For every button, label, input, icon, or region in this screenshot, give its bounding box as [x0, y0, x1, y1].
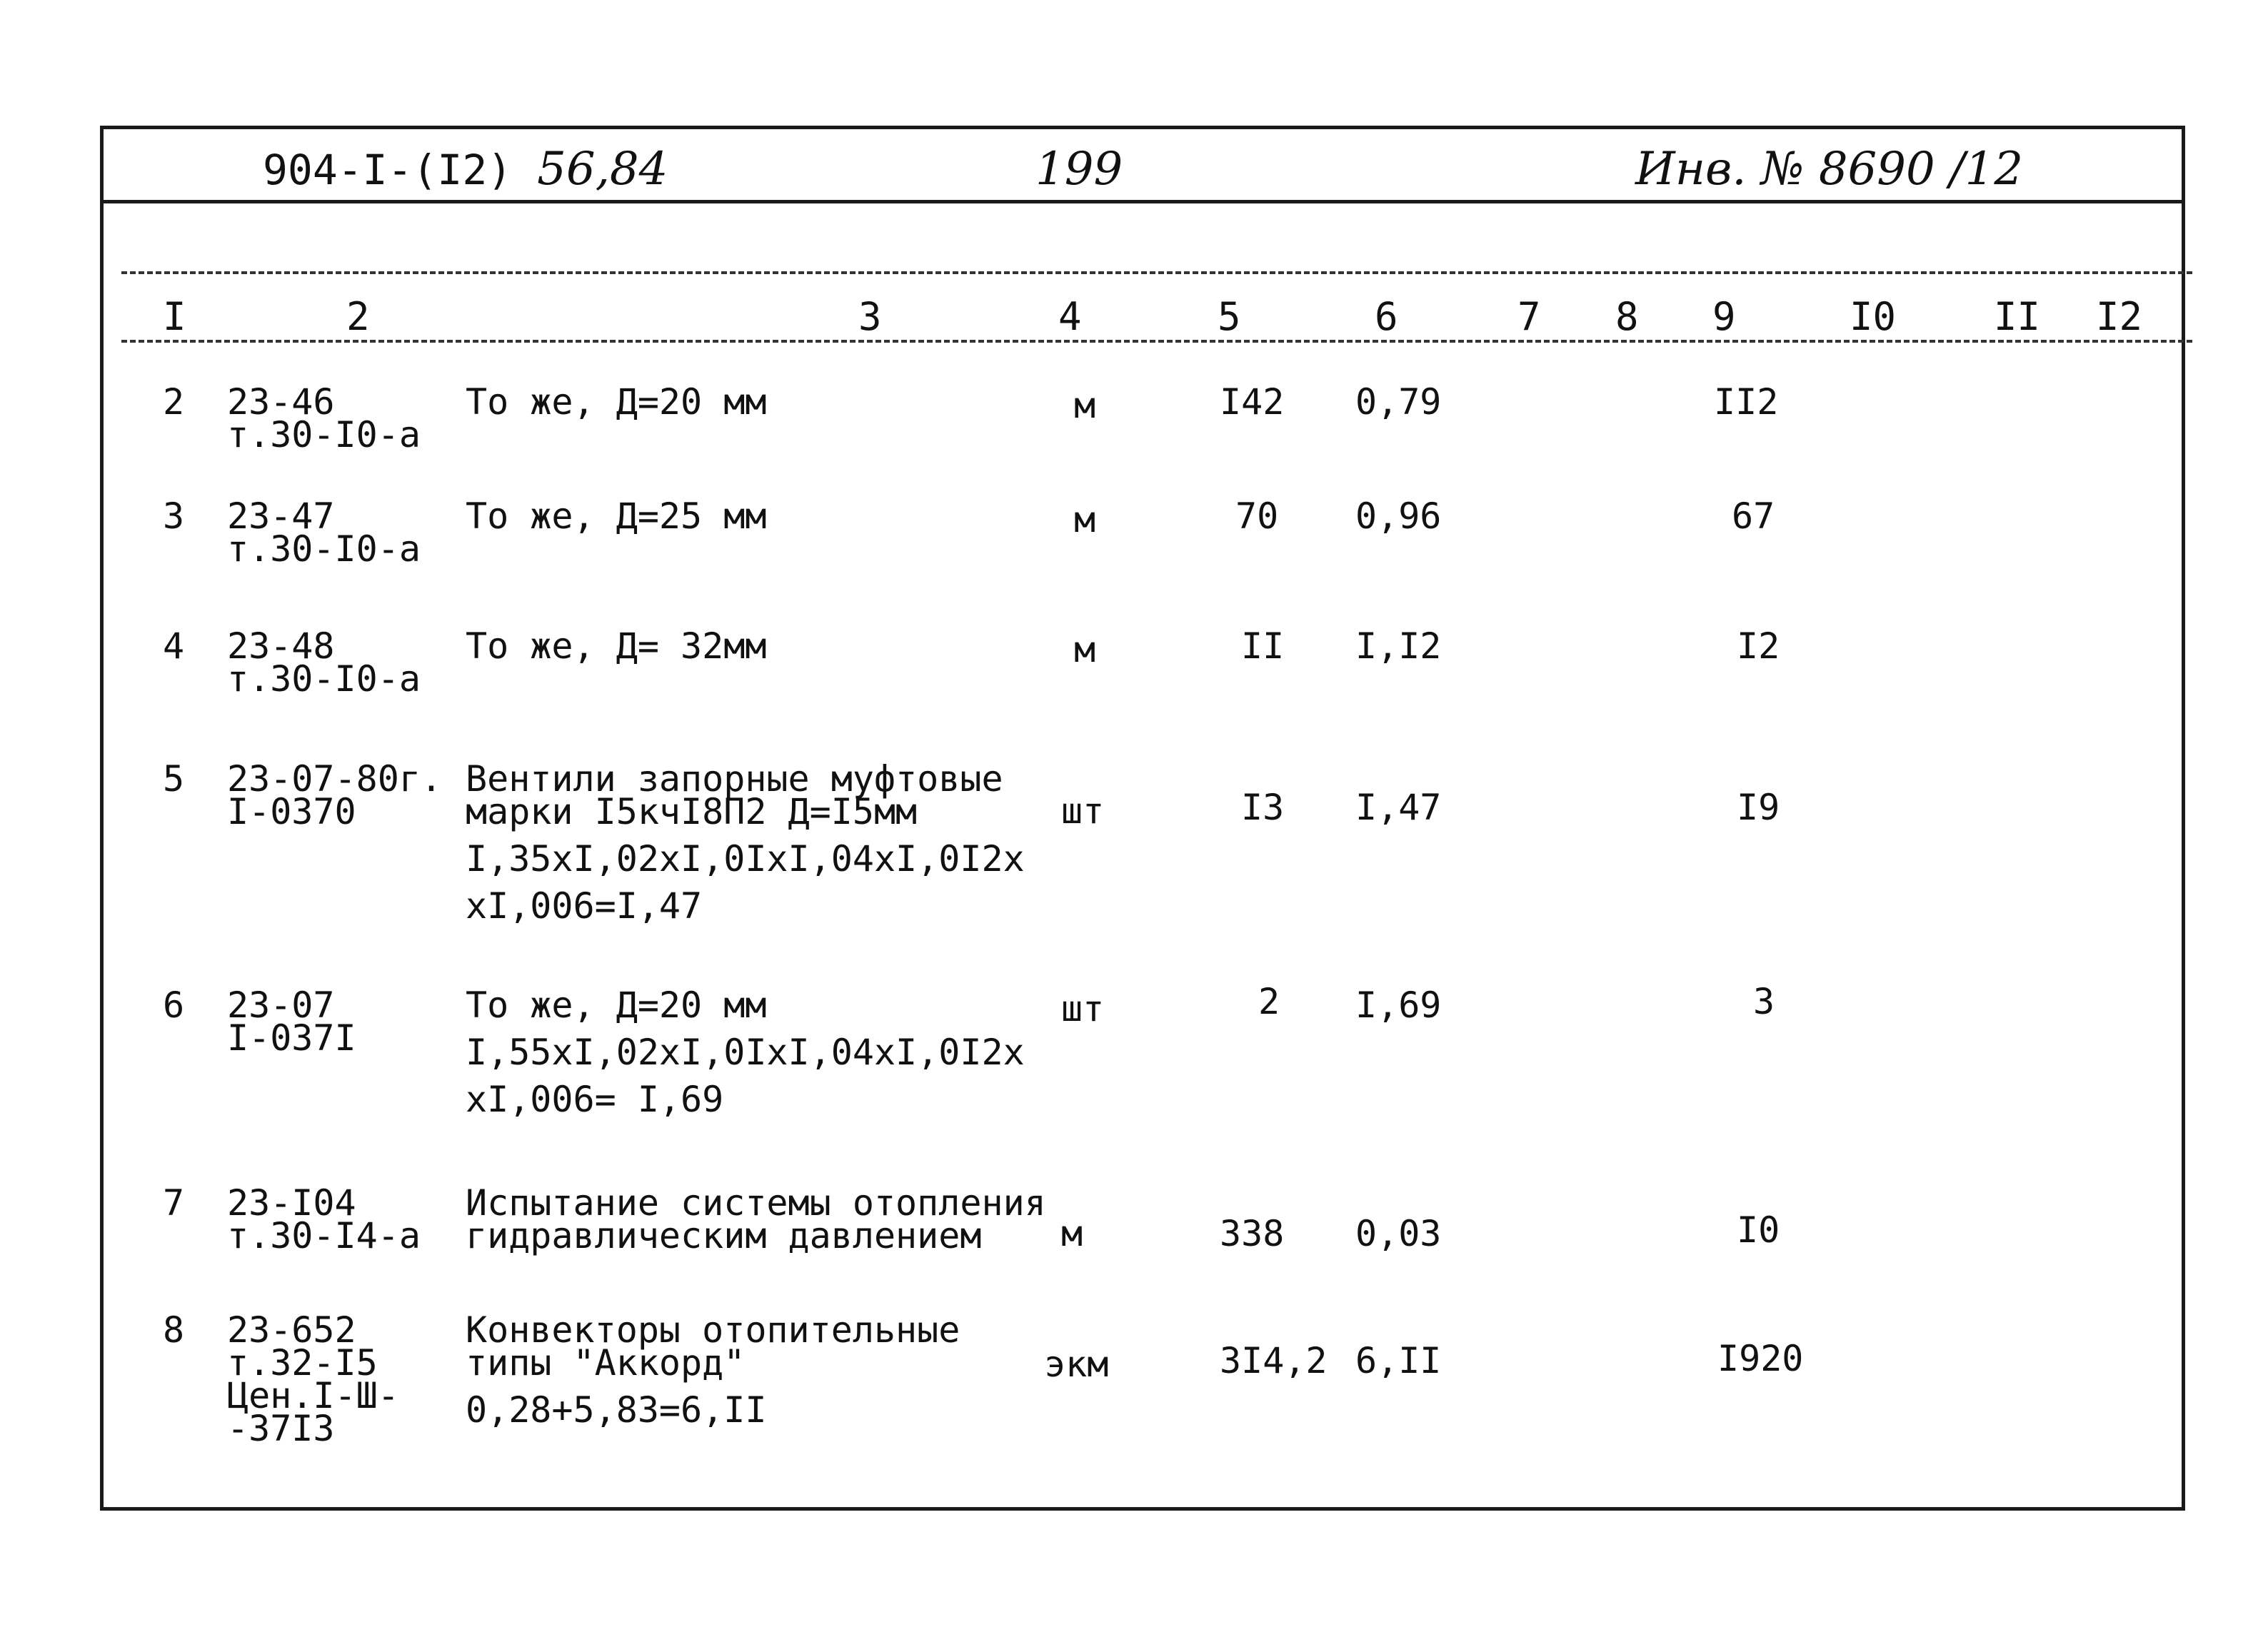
column-number-4: 4: [1058, 294, 1082, 339]
row-unit-price: I,69: [1355, 984, 1442, 1026]
row-total: I920: [1717, 1338, 1804, 1379]
column-number-9: 9: [1712, 294, 1736, 339]
row-quantity: 3I4,2: [1220, 1340, 1328, 1381]
column-number-11: II: [1994, 294, 2041, 339]
row-quantity: 70: [1235, 495, 1279, 537]
row-total: I9: [1737, 787, 1780, 828]
row-unit-price: 6,II: [1355, 1340, 1442, 1381]
row-description: То же, Д=20 мм: [466, 381, 767, 423]
row-quantity: 2: [1258, 981, 1280, 1022]
row-number: 7: [163, 1182, 185, 1224]
row-code: 23-I04 т.30-I4-а: [227, 1182, 421, 1256]
project-code-handwritten: 56,84: [537, 143, 668, 196]
row-unit: шт: [1061, 988, 1105, 1029]
row-code: 23-652 т.32-I5 Цен.I-Ш- -37I3: [227, 1309, 399, 1449]
row-unit: экм: [1044, 1344, 1109, 1385]
column-header-top-rule: [121, 271, 2192, 274]
header-divider: [100, 200, 2185, 203]
column-number-10: I0: [1850, 294, 1897, 339]
project-code: [263, 143, 668, 196]
row-unit: шт: [1061, 790, 1105, 832]
row-quantity: I3: [1241, 787, 1285, 828]
column-number-6: 6: [1375, 294, 1398, 339]
row-description: Вентили запорные муфтовые марки I5кчI8П2 Д=I5мм I,35xI,02xI,0IxI,04xI,0I2x xI,006=I,47: [466, 758, 1025, 927]
row-unit: м: [1074, 499, 1096, 540]
row-number: 4: [163, 625, 185, 667]
row-description: То же, Д=20 мм I,55xI,02xI,0IxI,04xI,0I2x xI,006= I,69: [466, 984, 1025, 1120]
row-number: 3: [163, 495, 185, 537]
row-description: Испытание системы отопления гидравлическим давлением: [466, 1182, 1046, 1256]
row-total: 67: [1732, 495, 1775, 537]
row-unit-price: I,47: [1355, 787, 1442, 828]
column-number-8: 8: [1615, 294, 1639, 339]
row-code: 23-48 т.30-I0-а: [227, 625, 421, 700]
row-code: 23-07 I-037I: [227, 984, 356, 1059]
row-quantity: II: [1241, 625, 1285, 667]
row-code: 23-47 т.30-I0-а: [227, 495, 421, 570]
inventory-number: Инв. № 8690 /12: [1635, 143, 2024, 196]
column-number-12: I2: [2096, 294, 2143, 339]
row-number: 6: [163, 984, 185, 1026]
row-quantity: I42: [1220, 381, 1285, 423]
row-unit-price: 0,96: [1355, 495, 1442, 537]
row-number: 8: [163, 1309, 185, 1351]
row-total: I2: [1737, 625, 1780, 667]
row-total: 3: [1753, 981, 1775, 1022]
column-number-1: I: [163, 294, 186, 339]
row-description: Конвекторы отопительные типы "Аккорд" 0,28+5,83=6,II: [466, 1309, 960, 1431]
page-number: 199: [1035, 143, 1123, 196]
row-number: 2: [163, 381, 185, 423]
row-unit-price: 0,79: [1355, 381, 1442, 423]
row-quantity: 338: [1220, 1213, 1285, 1254]
column-number-5: 5: [1218, 294, 1241, 339]
row-code: 23-46 т.30-I0-а: [227, 381, 421, 455]
row-description: То же, Д= 32мм: [466, 625, 767, 667]
row-unit: м: [1061, 1213, 1083, 1254]
project-code-printed: 904-I-(I2): [263, 146, 513, 194]
row-number: 5: [163, 758, 185, 800]
row-code: 23-07-80г. I-0370: [227, 758, 443, 832]
row-unit: м: [1074, 385, 1096, 426]
column-number-3: 3: [858, 294, 882, 339]
column-number-7: 7: [1517, 294, 1541, 339]
row-description: То же, Д=25 мм: [466, 495, 767, 537]
row-total: II2: [1714, 381, 1779, 423]
column-number-2: 2: [346, 294, 370, 339]
column-header-bottom-rule: [121, 340, 2192, 343]
row-unit-price: 0,03: [1355, 1213, 1442, 1254]
row-total: I0: [1737, 1209, 1780, 1251]
row-unit: м: [1074, 629, 1096, 670]
row-unit-price: I,I2: [1355, 625, 1442, 667]
